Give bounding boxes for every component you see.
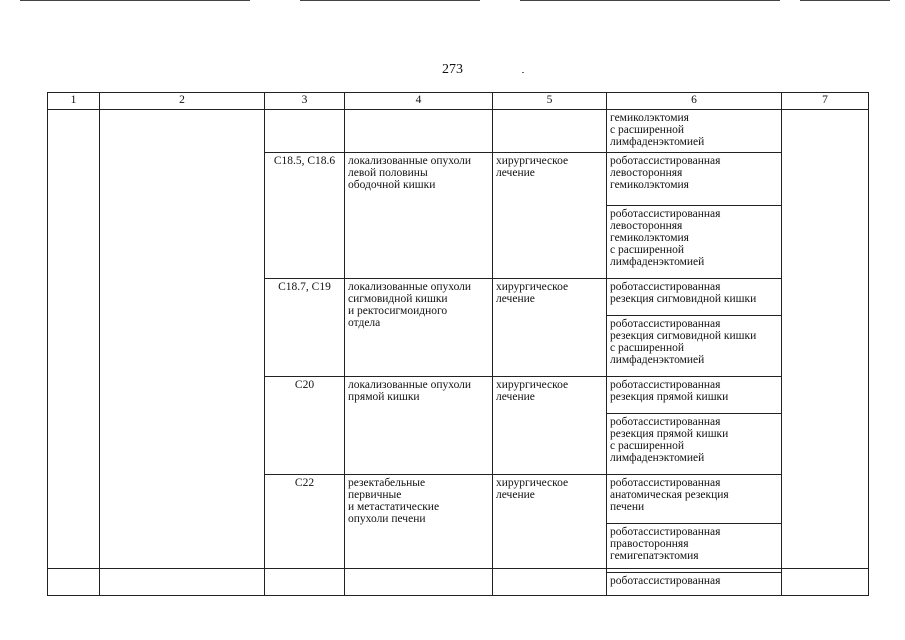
cell-col1 — [48, 110, 100, 596]
condition-cell — [345, 110, 493, 153]
treatment-method-cell: роботассистированная резекция сигмовидной кишки с расширенной лимфаденэктомией — [607, 316, 782, 377]
treatment-method-cell: гемиколэктомия с расширенной лимфаденэктомией — [607, 110, 782, 153]
diagnosis-code-cell: C22 — [265, 475, 345, 596]
table-row — [48, 110, 869, 153]
diagnosis-code-cell: C18.7, C19 — [265, 279, 345, 377]
top-edge-line — [0, 0, 905, 3]
treatment-type-cell: хирургическое лечение — [493, 475, 607, 596]
treatment-method-cell: роботассистированная резекция прямой кишки с расширенной лимфаденэктомией — [607, 414, 782, 475]
scan-speck — [522, 72, 524, 73]
treatment-type-cell: хирургическое лечение — [493, 153, 607, 279]
document-table — [47, 92, 869, 596]
condition-cell: локализованные опухоли сигмовидной кишки и ректосигмоидного отдела — [345, 279, 493, 377]
column-number-7: 7 — [782, 93, 869, 110]
condition-cell: локализованные опухоли прямой кишки — [345, 377, 493, 475]
condition-cell: локализованные опухоли левой половины ободочной кишки — [345, 153, 493, 279]
cell-col2 — [100, 110, 265, 596]
condition-cell: резектабельные первичные и метастатические опухоли печени — [345, 475, 493, 596]
treatment-method-cell: роботассистированная правосторонняя гемигепатэктомия — [607, 524, 782, 573]
diagnosis-code-cell: C20 — [265, 377, 345, 475]
column-number-1: 1 — [48, 93, 100, 110]
treatment-method-cell: роботассистированная — [607, 573, 782, 596]
treatment-type-cell: хирургическое лечение — [493, 377, 607, 475]
treatment-type-cell — [493, 110, 607, 153]
column-number-6: 6 — [607, 93, 782, 110]
column-number-4: 4 — [345, 93, 493, 110]
page-number: 273 — [442, 62, 463, 77]
treatment-method-cell: роботассистированная левосторонняя гемиколэктомия — [607, 153, 782, 206]
treatment-method-cell: роботассистированная резекция сигмовидной кишки — [607, 279, 782, 316]
column-number-2: 2 — [100, 93, 265, 110]
diagnosis-code-cell — [265, 110, 345, 153]
cell-col7 — [782, 110, 869, 596]
treatment-type-cell: хирургическое лечение — [493, 279, 607, 377]
treatment-method-cell: роботассистированная анатомическая резекция печени — [607, 475, 782, 524]
treatment-method-cell: роботассистированная левосторонняя гемиколэктомия с расширенной лимфаденэктомией — [607, 206, 782, 279]
bottom-edge — [47, 568, 868, 569]
treatment-method-cell: роботассистированная резекция прямой кишки — [607, 377, 782, 414]
diagnosis-code-cell: C18.5, C18.6 — [265, 153, 345, 279]
column-number-3: 3 — [265, 93, 345, 110]
table-body — [48, 110, 869, 596]
column-number-5: 5 — [493, 93, 607, 110]
column-number-row — [48, 93, 869, 110]
